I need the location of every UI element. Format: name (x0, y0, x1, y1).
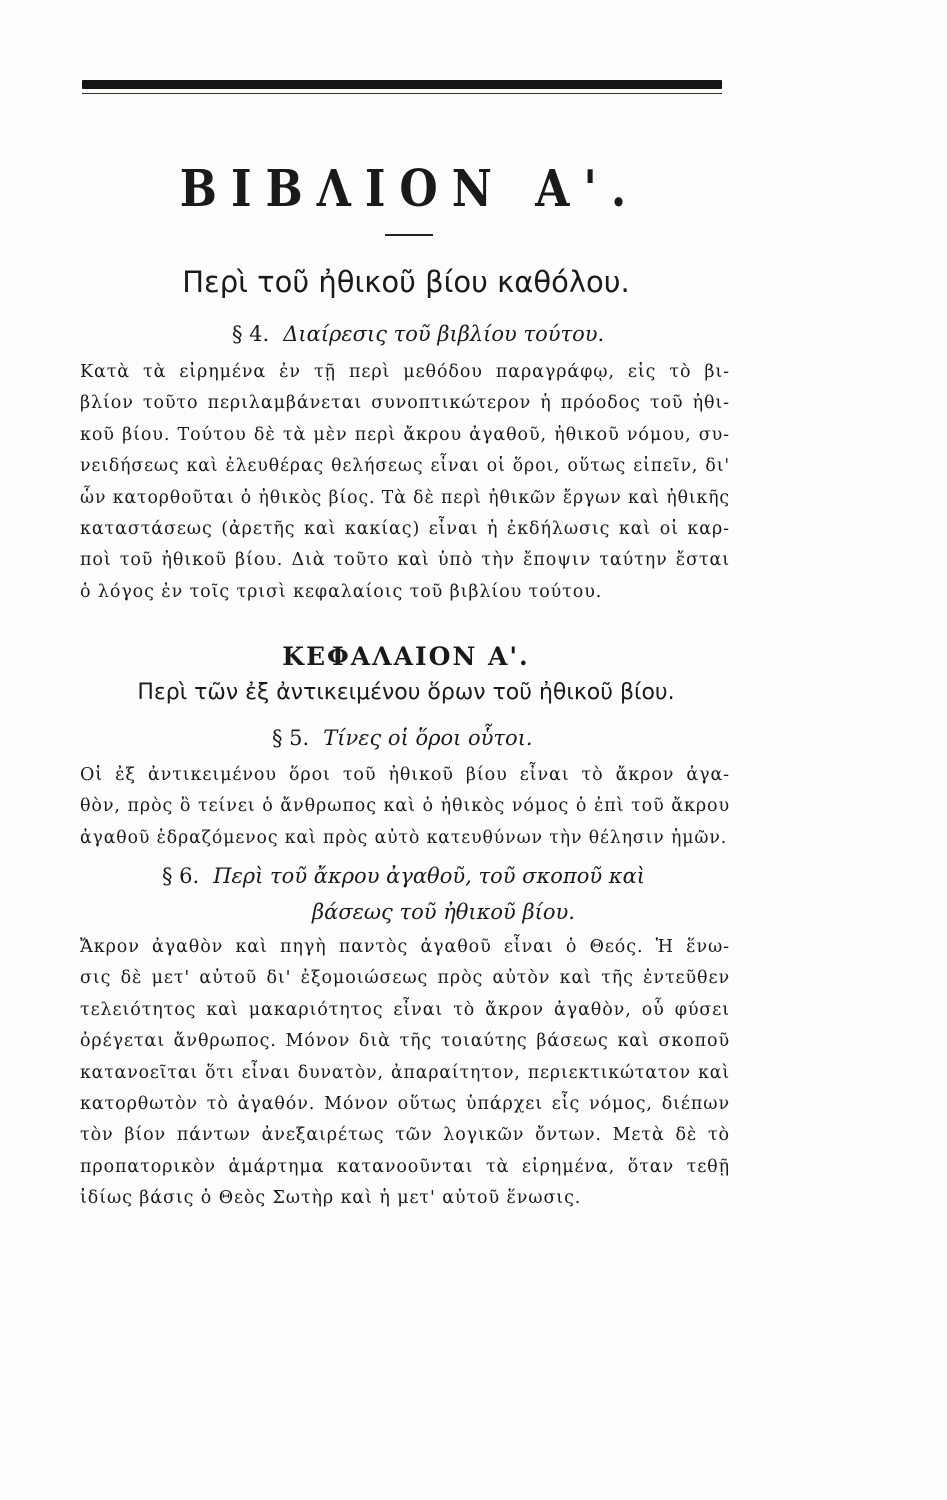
paragraph-line: ποὶ τοῦ ἠθικοῦ βίου. Διὰ τοῦτο καὶ ὑπὸ τὴν ἔποψιν ταύτην ἔσται (80, 550, 730, 571)
paragraph-line: Κατὰ τὰ εἰρημένα ἐν τῇ περὶ μεθόδου παραγράφῳ, εἰς τὸ βι- (80, 362, 730, 382)
paragraph-line: βλίον τοῦτο περιλαμβάνεται συνοπτικώτερον ἡ πρόοδος τοῦ ἠθι- (80, 393, 730, 414)
paragraph-line: Ἄκρον ἀγαθὸν καὶ πηγὴ παντὸς ἀγαθοῦ εἶναι ὁ Θεός. Ἡ ἕνω- (80, 937, 730, 957)
section-6-title-line-1: Περὶ τοῦ ἄκρου ἀγαθοῦ, τοῦ σκοποῦ καὶ (213, 864, 645, 888)
section-5-paragraph (80, 760, 730, 854)
paragraph-line: Οἱ ἐξ ἀντικειμένου ὅροι τοῦ ἠθικοῦ βίου εἶναι τὸ ἄκρον ἀγα- (80, 765, 730, 785)
paragraph-line: ὁ λόγος ἐν τοῖς τρισὶ κεφαλαίοις τοῦ βιβλίου τούτου. (80, 581, 603, 602)
chapter-subtitle: Περὶ τῶν ἐξ ἀντικειμένου ὅρων τοῦ ἠθικοῦ βίου. (137, 680, 675, 705)
paragraph-line: καταστάσεως (ἀρετῆς καὶ κακίας) εἶναι ἡ ἐκδήλωσις καὶ οἱ καρ- (80, 518, 730, 539)
paragraph-line: κοῦ βίου. Τούτου δὲ τὰ μὲν περὶ ἄκρου ἀγαθοῦ, ἠθικοῦ νόμου, συ- (80, 424, 730, 445)
title-divider (385, 234, 433, 236)
section-5-heading (272, 722, 533, 754)
section-6-title-line-2: βάσεως τοῦ ἠθικοῦ βίου. (312, 900, 575, 924)
paragraph-line: τελειότητος καὶ μακαριότητος εἶναι τὸ ἄκρον ἀγαθὸν, οὗ φύσει (80, 999, 730, 1020)
paragraph-line: κατανοεῖται ὅτι εἶναι δυνατὸν, ἀπαραίτητον, περιεκτικώτατον καὶ (80, 1062, 730, 1083)
section-5-title: Τίνες οἱ ὅροι οὗτοι. (323, 726, 533, 750)
paragraph-line: ὀρέγεται ἄνθρωπος. Μόνον διὰ τῆς τοιαύτης βάσεως καὶ σκοποῦ (80, 1031, 730, 1052)
paragraph-line: νειδήσεως καὶ ἐλευθέρας θελήσεως εἶναι οἱ ὅροι, οὕτως εἰπεῖν, δι' (80, 456, 730, 477)
chapter-title: ΚΕΦΑΛΑΙΟΝ Α'. (282, 642, 530, 671)
section-4-heading (232, 318, 604, 350)
paragraph-line: σις δὲ μετ' αὐτοῦ δι' ἐξομοιώσεως πρὸς αὐτὸν καὶ τῆς ἐντεῦθεν (80, 968, 730, 989)
paragraph-line: ὧν κατορθοῦται ὁ ἠθικὸς βίος. Τὰ δὲ περὶ ἠθικῶν ἔργων καὶ ἠθικῆς (80, 487, 730, 508)
section-6-heading-cont (312, 896, 575, 928)
section-5-number: § 5. (272, 726, 310, 750)
section-4-paragraph (80, 357, 730, 608)
paragraph-line: τὸν βίον πάντων ἀνεξαιρέτως τῶν λογικῶν ὄντων. Μετὰ δὲ τὸ (80, 1125, 730, 1146)
paragraph-line: ἀγαθοῦ ἑδραζόμενος καὶ πρὸς αὐτὸ κατευθύνων τὴν θέλησιν ἡμῶν. (80, 827, 728, 848)
paragraph-line: ἰδίως βάσις ὁ Θεὸς Σωτὴρ καὶ ἡ μετ' αὐτοῦ ἕνωσις. (80, 1188, 582, 1209)
section-4-number: § 4. (232, 322, 270, 346)
section-6-paragraph (80, 932, 730, 1215)
book-title: ΒΙΒΛΙΟΝ Α'. (179, 160, 641, 219)
section-4-title: Διαίρεσις τοῦ βιβλίου τούτου. (283, 322, 605, 346)
book-subtitle: Περὶ τοῦ ἠθικοῦ βίου καθόλου. (182, 265, 630, 299)
top-thick-rule (82, 80, 722, 89)
section-6-number: § 6. (162, 864, 200, 888)
top-thin-rule (82, 93, 722, 94)
paragraph-line: προπατορικὸν ἁμάρτημα κατανοοῦνται τὰ εἰρημένα, ὅταν τεθῇ (80, 1156, 730, 1177)
section-6-heading (162, 860, 645, 892)
paragraph-line: κατορθωτὸν τὸ ἀγαθόν. Μόνον οὕτως ὑπάρχει εἷς νόμος, διέπων (80, 1093, 730, 1114)
paragraph-line: θὸν, πρὸς ὃ τείνει ὁ ἄνθρωπος καὶ ὁ ἠθικὸς νόμος ὁ ἐπὶ τοῦ ἄκρου (80, 796, 730, 817)
